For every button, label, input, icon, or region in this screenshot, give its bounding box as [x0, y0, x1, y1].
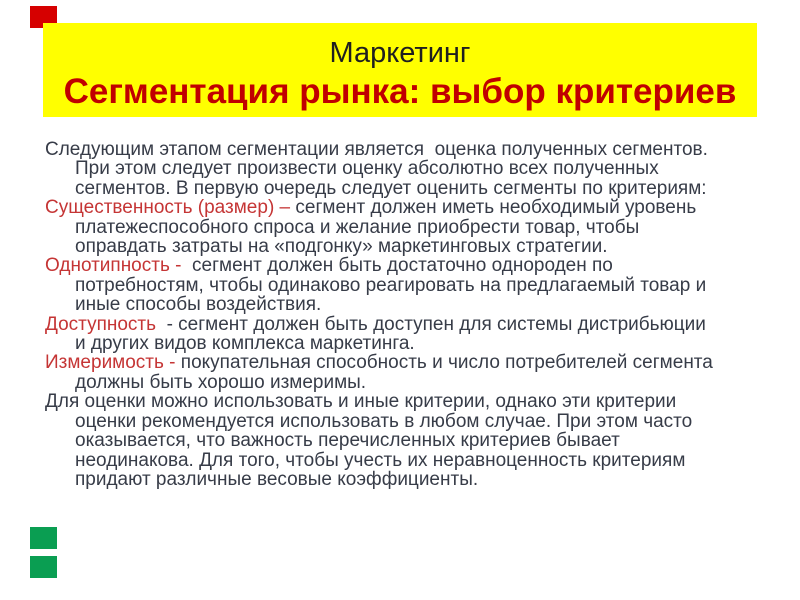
body-line: [45, 373, 785, 392]
body-text-segment: потребностям, чтобы одинаково реагировать на предлагаемый товар и: [75, 274, 707, 296]
body-text-segment: - сегмент должен быть доступен для системы дистрибьюции: [161, 313, 706, 335]
body-text-segment: оправдать затраты на «подгонку» маркетинговых стратегии.: [75, 236, 608, 258]
body-line: [45, 431, 785, 450]
body-text-segment: сегментов. В первую очередь следует оценить сегменты по критериям:: [75, 177, 707, 199]
body-text-segment: должны быть хорошо измеримы.: [75, 371, 367, 393]
body-line: [45, 470, 785, 489]
slide-title: Маркетинг: [329, 37, 471, 69]
body-line: [45, 451, 785, 470]
body-line: [45, 179, 785, 198]
body-line: [45, 315, 785, 334]
body-text-segment: неодинакова. Для того, чтобы учесть их неравноценность критериям: [75, 449, 686, 471]
body-line: [45, 295, 785, 314]
body-line: [45, 256, 785, 275]
body-line: [45, 218, 785, 237]
body-text-segment: оценки рекомендуется использовать в любом случае. При этом часто: [75, 410, 693, 432]
keyword-text: Однотипность -: [45, 255, 187, 277]
body-text-segment: Следующим этапом сегментации является оценка полученных сегментов.: [45, 139, 708, 160]
body-line: [45, 276, 785, 295]
body-line: [45, 237, 785, 256]
body-line: [45, 392, 785, 411]
corner-square-green-upper: [30, 527, 57, 549]
keyword-text: Существенность (размер) –: [45, 197, 296, 219]
body-line: [45, 334, 785, 353]
body-line: [45, 159, 785, 178]
body-text-segment: иные способы воздействия.: [75, 294, 322, 316]
slide-subtitle: Сегментация рынка: выбор критериев: [63, 72, 737, 111]
body-text-segment: придают различные весовые коэффициенты.: [75, 468, 479, 490]
keyword-text: Доступность: [45, 313, 162, 335]
body-text-segment: платежеспособного спроса и желание приобрести товар, чтобы: [75, 216, 640, 238]
keyword-text: Измеримость -: [45, 352, 181, 374]
body-text-segment: сегмент должен иметь необходимый уровень: [295, 197, 697, 219]
body-text-segment: сегмент должен быть достаточно однороден по: [186, 255, 613, 277]
body-line: [45, 412, 785, 431]
slide-body-text: [45, 140, 785, 489]
body-text-segment: При этом следует произвести оценку абсолютно всех полученных: [75, 158, 659, 180]
title-banner: [43, 23, 757, 117]
body-line: [45, 198, 785, 217]
body-text-segment: оказывается, что важность перечисленных критериев бывает: [75, 430, 620, 452]
body-line: [45, 140, 785, 159]
corner-square-green-lower: [30, 556, 57, 578]
body-line: [45, 353, 785, 372]
body-text-segment: и других видов комплекса маркетинга.: [75, 333, 415, 355]
body-text-segment: Для оценки можно использовать и иные критерии, однако эти критерии: [45, 391, 677, 413]
body-text-segment: покупательная способность и число потребителей сегмента: [180, 352, 713, 374]
